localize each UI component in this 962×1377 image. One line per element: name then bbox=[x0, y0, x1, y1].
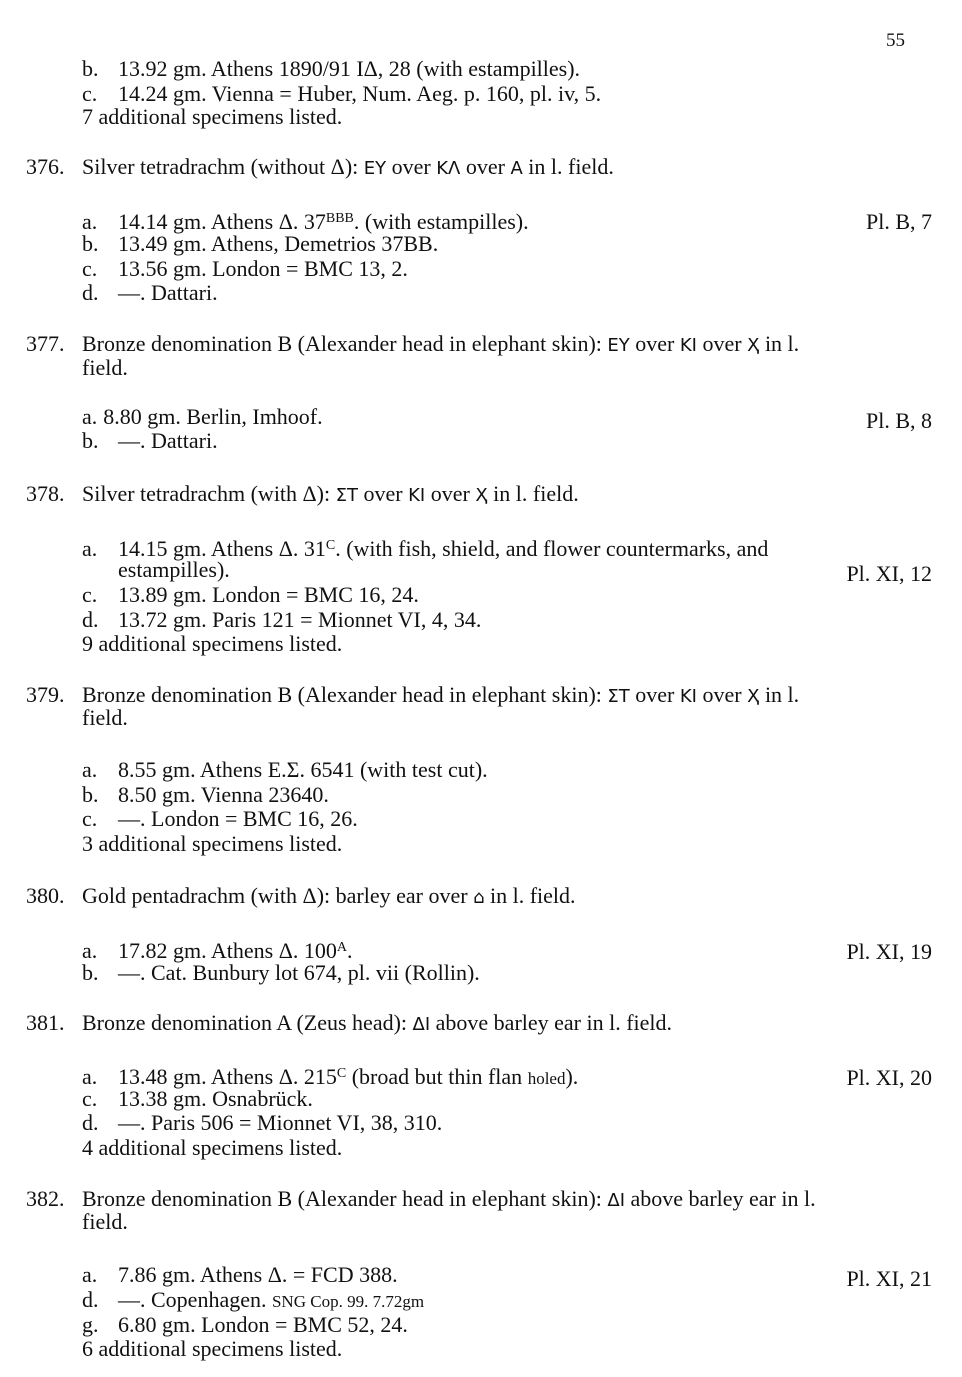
entry-381-heading: 381. Bronze denomination A (Zeus head): ΔI above barley ear in l. field. bbox=[26, 1010, 673, 1035]
specimen-line: a. 7.86 gm. Athens Δ. = FCD 388. bbox=[82, 1262, 398, 1287]
additional-specimens: 3 additional specimens listed. bbox=[82, 831, 343, 856]
handwritten-note: SNG Cop. 99. 7.72gm bbox=[271, 1292, 425, 1311]
heading-continuation: field. bbox=[82, 355, 128, 380]
monogram: Ҳ bbox=[475, 485, 488, 506]
additional-specimens: 7 additional specimens listed. bbox=[82, 104, 343, 129]
monogram: EY bbox=[607, 335, 630, 356]
plate-reference: Pl. XI, 21 bbox=[846, 1266, 932, 1291]
specimen-line: b. —. Cat. Bunbury lot 674, pl. vii (Rollin). bbox=[82, 960, 480, 985]
heading-continuation: field. bbox=[82, 705, 128, 730]
specimen-line: a. 8.80 gm. Berlin, Imhoof. bbox=[82, 404, 323, 429]
specimen-line: a. 14.14 gm. Athens Δ. $37^{BBB}$. (with estampilles). bbox=[82, 209, 529, 234]
heading-continuation: field. bbox=[82, 1209, 128, 1234]
monogram: EY bbox=[363, 158, 387, 179]
specimen-line: d. —. Copenhagen. SNG Cop. 99. 7.72gm bbox=[82, 1287, 425, 1312]
specimen-line: a. 8.55 gm. Athens E.Σ. 6541 (with test cut). bbox=[82, 757, 488, 782]
specimen-line: c. —. London = BMC 16, 26. bbox=[82, 806, 358, 831]
specimen-continuation: estampilles). bbox=[118, 557, 230, 582]
monogram: Ҳ bbox=[747, 686, 760, 707]
specimen-line: g. 6.80 gm. London = BMC 52, 24. bbox=[82, 1312, 408, 1337]
monogram: Ҳ bbox=[747, 335, 760, 356]
monogram: ΣT bbox=[607, 686, 630, 707]
entry-380-heading: 380. Gold pentadrachm (with Δ): barley ear over ⌂ in l. field. bbox=[26, 883, 576, 908]
entry-376-heading: 376. Silver tetradrachm (without Δ): EY over KΛ over A in l. field. bbox=[26, 154, 614, 179]
specimen-line: d. —. Dattari. bbox=[82, 280, 218, 305]
page-number: 55 bbox=[886, 30, 905, 51]
monogram: KI bbox=[679, 335, 697, 356]
additional-specimens: 9 additional specimens listed. bbox=[82, 631, 343, 656]
monogram: ΔI bbox=[412, 1014, 431, 1035]
monogram: ΣT bbox=[335, 485, 358, 506]
monogram: KΛ bbox=[436, 158, 461, 179]
entry-379-heading: 379. Bronze denomination B (Alexander head in elephant skin): ΣT over KI over Ҳ in l. bbox=[26, 682, 800, 707]
specimen-line: b. 13.92 gm. Athens 1890/91 IΔ, 28 (with estampilles). bbox=[82, 56, 581, 81]
specimen-line: c. 14.24 gm. Vienna = Huber, Num. Aeg. p. 160, pl. iv, 5. bbox=[82, 81, 602, 106]
specimen-line: a. 17.82 gm. Athens Δ. $100^A$. bbox=[82, 938, 353, 963]
monogram: ⌂ bbox=[473, 887, 485, 908]
specimen-line: b. —. Dattari. bbox=[82, 428, 218, 453]
plate-reference: Pl. XI, 20 bbox=[846, 1065, 932, 1090]
plate-reference: Pl. B, 7 bbox=[865, 209, 932, 234]
specimen-line: c. 13.56 gm. London = BMC 13, 2. bbox=[82, 256, 408, 281]
specimen-line: b. 13.49 gm. Athens, Demetrios 37BB. bbox=[82, 231, 439, 256]
specimen-line: b. 8.50 gm. Vienna 23640. bbox=[82, 782, 329, 807]
specimen-line: a. 14.15 gm. Athens Δ. $31^C$. (with fish, shield, and flower countermarks, and bbox=[82, 536, 769, 561]
specimen-line: a. 13.48 gm. Athens Δ. $215^C$ (broad but thin flan holed). bbox=[82, 1064, 579, 1089]
entry-378-heading: 378. Silver tetradrachm (with Δ): ΣT over KI over Ҳ in l. field. bbox=[26, 481, 579, 506]
specimen-line: c. 13.38 gm. Osnabrück. bbox=[82, 1086, 313, 1111]
specimen-line: d. —. Paris 506 = Mionnet VI, 38, 310. bbox=[82, 1110, 443, 1135]
plate-reference: Pl. XI, 12 bbox=[846, 561, 932, 586]
monogram: A bbox=[510, 158, 523, 179]
entry-382-heading: 382. Bronze denomination B (Alexander head in elephant skin): ΔI above barley ear in l. bbox=[26, 1186, 816, 1211]
monogram: KI bbox=[679, 686, 697, 707]
monogram: KI bbox=[408, 485, 426, 506]
specimen-line: d. 13.72 gm. Paris 121 = Mionnet VI, 4, 34. bbox=[82, 607, 482, 632]
monogram: ΔI bbox=[607, 1190, 626, 1211]
plate-reference: Pl. XI, 19 bbox=[846, 939, 932, 964]
plate-reference: Pl. B, 8 bbox=[865, 408, 932, 433]
additional-specimens: 4 additional specimens listed. bbox=[82, 1135, 343, 1160]
specimen-line: c. 13.89 gm. London = BMC 16, 24. bbox=[82, 582, 419, 607]
entry-377-heading: 377. Bronze denomination B (Alexander head in elephant skin): EY over KI over Ҳ in l. bbox=[26, 331, 800, 356]
additional-specimens: 6 additional specimens listed. bbox=[82, 1336, 343, 1361]
